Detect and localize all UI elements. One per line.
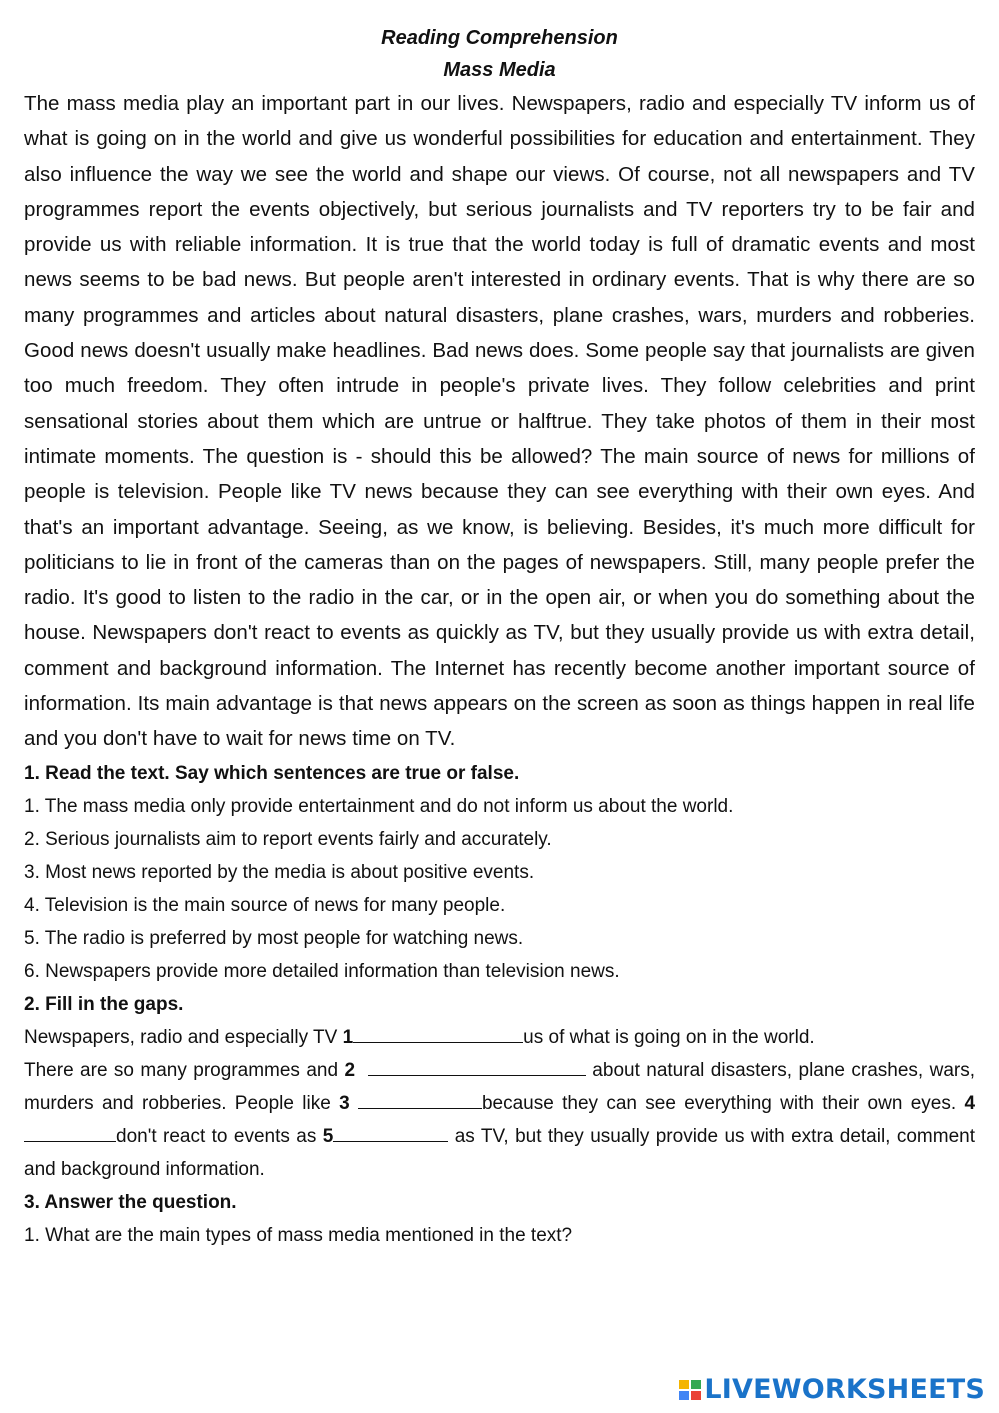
gap-number: 1 (342, 1026, 354, 1048)
gap-text-segment: don't react to events as (116, 1125, 323, 1147)
gap-text-paragraph (24, 1054, 975, 1186)
liveworksheets-logo-text: LIVEWORKSHEETS (704, 1374, 985, 1405)
gap-text-line-1 (24, 1021, 975, 1054)
liveworksheets-logo-icon (678, 1378, 702, 1402)
worksheet-subtitle: Mass Media (443, 59, 556, 81)
gap-number: 3 (339, 1092, 350, 1114)
exercise-1-item: 3. Most news reported by the media is about positive events. (24, 861, 535, 883)
exercise-1-item: 4. Television is the main source of news for many people. (24, 894, 506, 916)
gap-text-segment: because they can see everything with their own eyes. (481, 1092, 965, 1114)
worksheet-title: Reading Comprehension (381, 27, 618, 49)
exercise-1-item: 2. Serious journalists aim to report events fairly and accurately. (24, 828, 552, 850)
gap-number: 4 (964, 1092, 976, 1114)
gap-text-segment: as TV, but they usually provide us with extra detail, comment and background information. (24, 1125, 975, 1180)
gap-text-segment: about natural disasters, plane crashes, wars, murders and robberies. People like (24, 1059, 976, 1114)
exercise-1-item: 6. Newspapers provide more detailed information than television news. (24, 960, 620, 982)
gap-blank-1[interactable] (353, 1024, 523, 1043)
gap-blank-2[interactable] (368, 1057, 586, 1076)
gap-blank-5[interactable] (333, 1123, 448, 1142)
gap-number: 5 (322, 1125, 334, 1147)
reading-passage: The mass media play an important part in our lives. Newspapers, radio and especially TV inform us of what is going on in the world and give us wonderful possibilities for education and entertainment. They also influence the way we see the world and shape our views. Of course, not all newspapers and TV programmes report the events objectively, but serious journalists and TV reporters try to be fair and provide us with reliable information. It is true that the world today is full of dramatic events and most news seems to be bad news. But people aren't interested in ordinary events. That is why there are so many programmes and articles about natural disasters, plane crashes, wars, murders and robberies. Good news doesn't usually make headlines. Bad news does. Some people say that journalists are given too much freedom. They often intrude in people's private lives. They follow celebrities and print sensational stories about them which are untrue or halftrue. They take photos of them in their most intimate moments. The question is - should this be allowed? The main source of news for millions of people is television. People like TV news because they can see everything with their own eyes. And that's an important advantage. Seeing, as we know, is believing. Besides, it's much more difficult for politicians to lie in front of the cameras than on the pages of newspapers. Still, many people prefer the radio. It's good to listen to the radio in the car, or in the open air, or when you do something about the house. Newspapers don't react to events as quickly as TV, but they usually provide us with extra detail, comment and background information. The Internet has recently become another important source of information. Its main advantage is that news appears on the screen as soon as things happen in real life and you don't have to wait for news time on TV. (24, 92, 975, 751)
gap-text-segment: us of what is going on in the world. (523, 1026, 815, 1048)
gap-number: 2 (344, 1059, 356, 1081)
exercise-3-heading: 3. Answer the question. (24, 1191, 237, 1213)
exercise-1-item: 5. The radio is preferred by most people for watching news. (24, 927, 524, 949)
gap-text-segment: Newspapers, radio and especially TV (24, 1026, 343, 1048)
liveworksheets-logo (678, 1374, 985, 1405)
exercise-3-item: 1. What are the main types of mass media mentioned in the text? (24, 1224, 573, 1246)
gap-text-segment: There are so many programmes and (24, 1059, 345, 1081)
exercise-2-heading: 2. Fill in the gaps. (24, 993, 184, 1015)
gap-blank-3[interactable] (358, 1090, 482, 1109)
worksheet (24, 22, 975, 1252)
gap-blank-4[interactable] (24, 1123, 116, 1142)
exercise-1-heading: 1. Read the text. Say which sentences are true or false. (24, 762, 520, 784)
exercise-1-item: 1. The mass media only provide entertainment and do not inform us about the world. (24, 795, 734, 817)
